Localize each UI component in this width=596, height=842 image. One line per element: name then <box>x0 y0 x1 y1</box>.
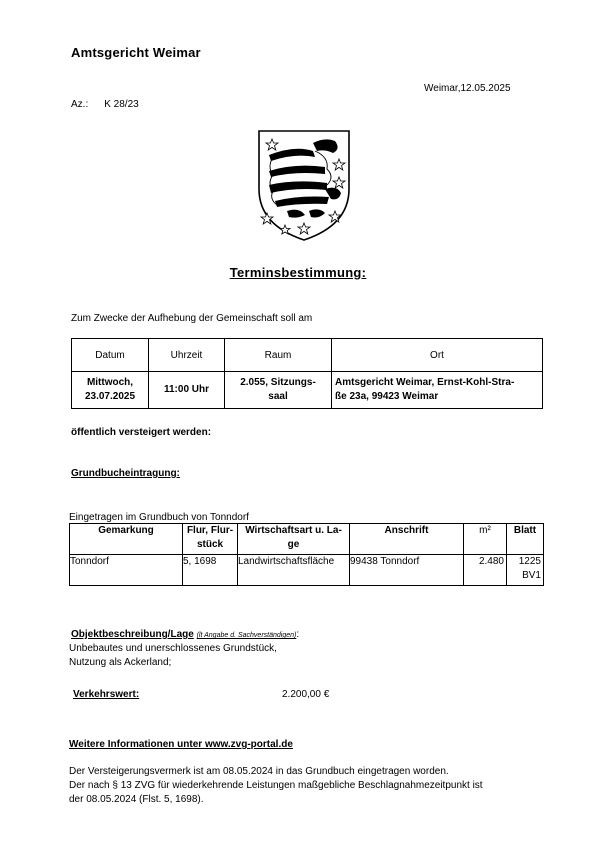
grundbuch-heading: Grundbucheintragung: <box>71 468 180 479</box>
objekt-heading <box>71 629 299 640</box>
objekt-line: Nutzung als Ackerland; <box>69 657 172 668</box>
place-date: Weimar,12.05.2025 <box>424 83 511 94</box>
cell-place <box>332 372 543 409</box>
table-header-row <box>72 339 543 372</box>
cell-blatt <box>507 555 544 586</box>
blatt-line: BV1 <box>522 570 541 581</box>
objekt-line: Unbebautes und unerschlossenes Grundstück, <box>69 643 277 654</box>
column-header-wirtschaftsart <box>238 524 350 555</box>
table-row <box>70 555 544 586</box>
grundbuch-table <box>69 523 544 586</box>
verkehrswert-label: Verkehrswert: <box>73 689 140 700</box>
date-line: 23.07.2025 <box>84 391 136 402</box>
court-name: Amtsgericht Weimar <box>71 45 201 60</box>
more-info-link[interactable]: Weitere Informationen unter www.zvg-portal.de <box>69 739 293 750</box>
cell-date <box>72 372 149 409</box>
intro-text: Zum Zwecke der Aufhebung der Gemeinschaft soll am <box>71 313 313 324</box>
cell-flur: 5, 1698 <box>183 555 238 586</box>
table-header-row <box>70 524 544 555</box>
grundbuch-intro: Eingetragen im Grundbuch von Tonndorf <box>69 512 249 523</box>
file-number <box>71 99 139 110</box>
column-header-m2: m² <box>464 524 507 555</box>
column-header-gemarkung: Gemarkung <box>70 524 183 555</box>
column-header-blatt: Blatt <box>507 524 544 555</box>
verkehrswert-value: 2.200,00 € <box>282 689 330 700</box>
column-header-anschrift: Anschrift <box>350 524 464 555</box>
objekt-heading-label: Objektbeschreibung/Lage <box>71 629 194 640</box>
file-number-label: Az.: <box>71 99 89 110</box>
cell-time: 11:00 Uhr <box>149 372 225 409</box>
objekt-note: (lt Angabe d. Sachverständigen) <box>196 632 297 639</box>
cell-wirtschaftsart: Landwirtschaftsfläche <box>238 555 350 586</box>
objekt-colon: : <box>296 629 300 640</box>
place-line: ße 23a, 99423 Weimar <box>335 391 439 402</box>
header-line: Flur, Flur- <box>186 525 234 536</box>
auction-statement: öffentlich versteigert werden: <box>71 427 212 438</box>
date-line: Mittwoch, <box>86 377 134 388</box>
table-row <box>72 372 543 409</box>
header-line: ge <box>287 539 300 550</box>
header-line: Wirtschaftsart u. La- <box>245 525 342 536</box>
cell-room <box>225 372 332 409</box>
footer-line: Der Versteigerungsvermerk ist am 08.05.2024 in das Grundbuch eingetragen worden. <box>69 766 449 777</box>
column-header-date: Datum <box>72 339 149 372</box>
blatt-line: 1225 <box>518 556 541 567</box>
place-line: Amtsgericht Weimar, Ernst-Kohl-Stra- <box>335 377 515 388</box>
cell-m2: 2.480 <box>464 555 507 586</box>
appointment-table <box>71 338 543 409</box>
column-header-flur <box>183 524 238 555</box>
cell-gemarkung: Tonndorf <box>70 555 183 586</box>
thuringia-coat-of-arms-icon <box>255 127 353 243</box>
header-line: stück <box>196 539 224 550</box>
column-header-place: Ort <box>332 339 543 372</box>
footer-line: der 08.05.2024 (Flst. 5, 1698). <box>69 794 204 805</box>
room-line: saal <box>268 391 288 402</box>
column-header-room: Raum <box>225 339 332 372</box>
column-header-time: Uhrzeit <box>149 339 225 372</box>
footer-line: Der nach § 13 ZVG für wiederkehrende Leistungen maßgebliche Beschlagnahmezeitpunkt ist <box>69 780 483 791</box>
room-line: 2.055, Sitzungs- <box>240 377 316 388</box>
page-title: Terminsbestimmung: <box>229 265 367 280</box>
cell-anschrift: 99438 Tonndorf <box>350 555 464 586</box>
file-number-value: K 28/23 <box>104 99 139 110</box>
